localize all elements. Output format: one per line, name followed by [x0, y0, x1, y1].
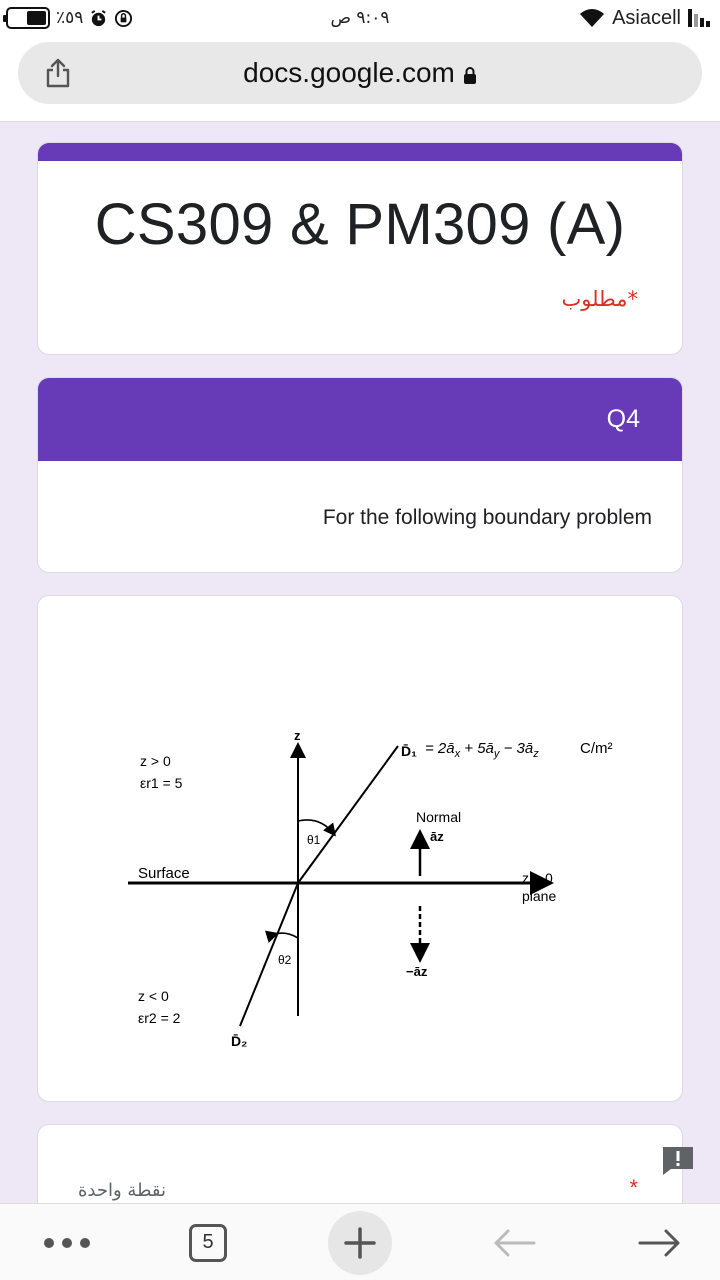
neg-az-label: −āz [406, 964, 428, 979]
browser-toolbar [0, 1203, 720, 1280]
units-label: C/m² [580, 740, 613, 757]
status-right [579, 6, 710, 30]
url-text[interactable] [18, 57, 702, 89]
back-button[interactable] [484, 1204, 544, 1280]
url-bar[interactable] [18, 42, 702, 104]
status-time: ٩:٠٩ ص [330, 8, 390, 28]
tab-count: 5 [189, 1224, 227, 1262]
d1-label: D̄₁ [401, 743, 417, 759]
required-note: *مطلوب [561, 287, 638, 311]
region2-permittivity: εr2 = 2 [138, 1010, 181, 1026]
form-title: CS309 & PM309 (A) [94, 192, 626, 257]
more-menu-button[interactable] [36, 1204, 98, 1280]
az-label: āz [430, 829, 444, 844]
surface-label: Surface [138, 865, 190, 882]
status-bar [0, 0, 720, 36]
d2-label: D̄₂ [231, 1033, 248, 1049]
wifi-icon [579, 8, 605, 28]
section-header [38, 378, 682, 461]
more-dot [62, 1238, 72, 1248]
normal-label: Normal [416, 809, 462, 825]
arrow-right-icon [638, 1228, 682, 1258]
signal-icon [688, 9, 710, 27]
section-card [37, 377, 683, 573]
theta1-arc [298, 820, 334, 834]
section-title: Q4 [606, 405, 640, 433]
region1-condition: z > 0 [140, 753, 171, 769]
region2-condition: z < 0 [138, 988, 169, 1004]
more-dot [44, 1238, 54, 1248]
forward-button[interactable] [630, 1204, 690, 1280]
report-problem-icon[interactable] [661, 1145, 695, 1175]
d1-vector-line [298, 746, 398, 883]
url-domain: docs.google.com [243, 57, 455, 88]
tabs-button[interactable] [180, 1204, 236, 1280]
region1-permittivity: εr1 = 5 [140, 775, 183, 791]
form-title-card [37, 142, 683, 355]
d1-equation-start: = 2ā [425, 740, 455, 757]
theta2-label: θ2 [278, 953, 292, 967]
figure-card [37, 595, 683, 1102]
plane-label-z: z = 0 [522, 870, 553, 886]
more-dot [80, 1238, 90, 1248]
battery-percent: ٪٥٩ [56, 8, 84, 28]
z-axis-label: z [294, 728, 301, 743]
theta1-label: θ1 [307, 833, 321, 847]
boundary-diagram [118, 726, 638, 1066]
section-description: For the following boundary problem [322, 506, 652, 529]
d1-equation: = $2ā_x$ + $5ā_y$ − $3ā_z$ [425, 740, 539, 760]
plane-label: plane [522, 888, 557, 904]
lock-icon [463, 66, 477, 84]
browser-top-chrome [0, 0, 720, 122]
theta2-arc [276, 933, 298, 938]
required-star: * [629, 1175, 638, 1200]
arrow-left-icon [492, 1228, 536, 1258]
new-tab-button[interactable] [326, 1204, 394, 1280]
plus-icon [342, 1225, 378, 1261]
carrier-name: Asiacell [612, 6, 681, 29]
question-points: نقطة واحدة [78, 1180, 166, 1201]
title-accent-bar [38, 143, 682, 161]
